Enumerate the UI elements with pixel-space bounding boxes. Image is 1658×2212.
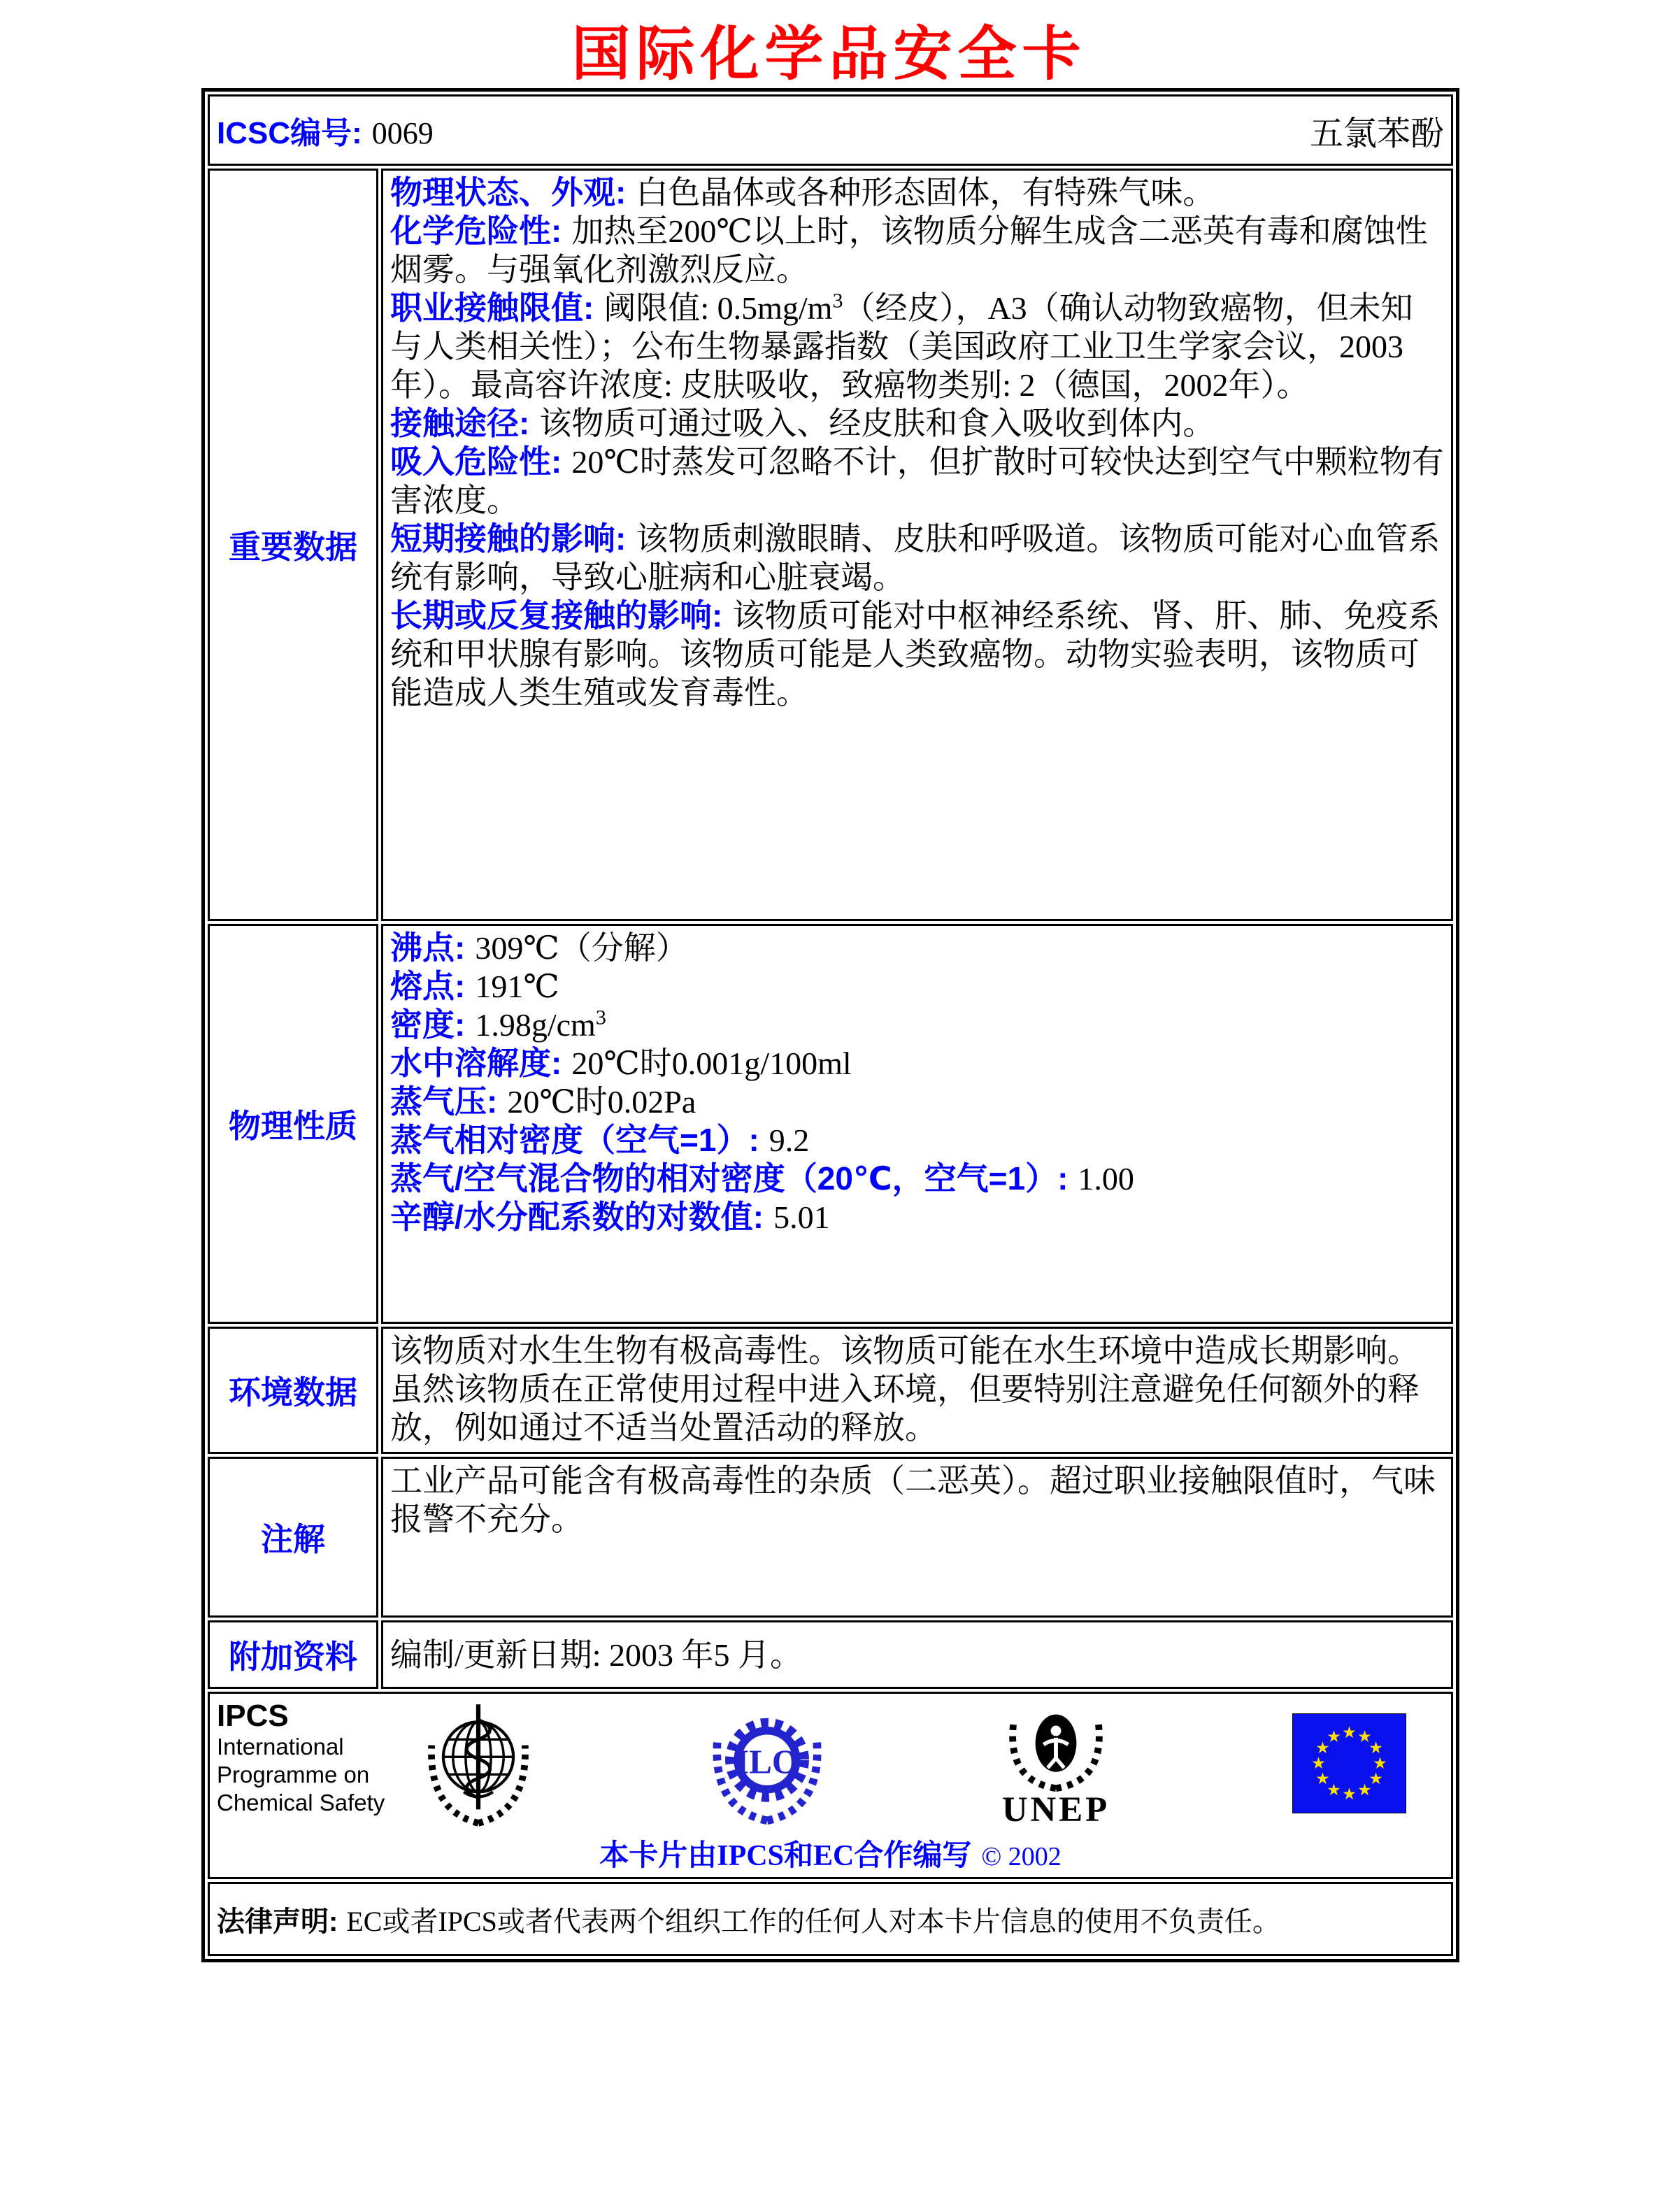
eu-flag-icon (1292, 1713, 1406, 1813)
notes-content: 工业产品可能含有极高毒性的杂质（二恶英）。超过职业接触限值时，气味报警不充分。 (381, 1457, 1453, 1618)
important-item: 化学危险性: 加热至200℃以上时，该物质分解生成含二恶英有毒和腐蚀性烟雾。与强氧化剂激烈反应。 (390, 213, 1428, 287)
important-item: 短期接触的影响: 该物质刺激眼睛、皮肤和呼吸道。该物质可能对心血管系统有影响，导致心脏病和心脏衰竭。 (390, 520, 1441, 595)
credit-line (210, 1832, 1451, 1874)
environmental-data-row (208, 1327, 1453, 1454)
notes-row (208, 1457, 1453, 1618)
physical-properties-content (381, 924, 1453, 1324)
header-row (208, 94, 1453, 166)
chemical-name: 五氯苯酚 (1309, 115, 1444, 152)
who-logo-icon (420, 1697, 537, 1831)
credit-text: 本卡片由IPCS和EC合作编写 (599, 1840, 972, 1872)
safety-card-table (201, 88, 1459, 1962)
legal-label: 法律声明: (217, 1906, 338, 1937)
icsc-number (217, 108, 434, 152)
important-item: 吸入危险性: 20℃时蒸发可忽略不计，但扩散时可较快达到空气中颗粒物有害浓度。 (390, 443, 1444, 518)
physical-item: 辛醇/水分配系数的对数值: 5.01 (390, 1199, 830, 1235)
important-item: 物理状态、外观: 白色晶体或各种形态固体，有特殊气味。 (390, 174, 1215, 211)
section-label-notes: 注解 (208, 1457, 378, 1618)
physical-item: 沸点: 309℃（分解） (390, 929, 688, 966)
section-label-additional: 附加资料 (208, 1620, 378, 1689)
ilo-logo-icon (701, 1699, 834, 1827)
physical-item: 水中溶解度: 20℃时0.001g/100ml (390, 1045, 852, 1081)
important-item: 长期或反复接触的影响: 该物质可能对中枢神经系统、肾、肝、肺、免疫系统和甲状腺有影响。该物质可能是人类致癌物。动物实验表明，该物质可能造成人类生殖或发育毒性。 (390, 597, 1441, 711)
additional-info-row (208, 1620, 1453, 1689)
page-title: 国际化学品安全卡 (571, 22, 1087, 87)
important-item: 接触途径: 该物质可通过吸入、经皮肤和食入吸收到体内。 (390, 405, 1215, 441)
legal-row (208, 1882, 1453, 1956)
ipcs-block: IPCS International Programme on Chemical Safety (217, 1699, 385, 1815)
footer-row (208, 1692, 1453, 1879)
physical-item: 蒸气/空气混合物的相对密度（20℃，空气=1）: 1.00 (390, 1160, 1134, 1197)
section-label-physical: 物理性质 (208, 924, 378, 1324)
footer-cell (208, 1692, 1453, 1879)
icsc-number-label: ICSC编号: (217, 116, 362, 150)
important-item: 职业接触限值: 阈限值: $0.5mg/m^3$（经皮），A3（确认动物致癌物，但未知与人类相关性）；公布生物暴露指数（美国政府工业卫生学家会议，2003年）。最高容许浓度: 皮肤吸收，致癌物类别: 2（德国，2002年）。 (390, 289, 1413, 403)
environmental-data-content: 该物质对水生生物有极高毒性。该物质可能在水生环境中造成长期影响。虽然该物质在正常使用过程中进入环境，但要特别注意避免任何额外的释放，例如通过不适当处置活动的释放。 (381, 1327, 1453, 1454)
section-label-important: 重要数据 (208, 169, 378, 921)
important-data-row (208, 169, 1453, 921)
icsc-number-value: 0069 (371, 116, 434, 150)
legal-text: EC或者IPCS或者代表两个组织工作的任何人对本卡片信息的使用不负责任。 (346, 1905, 1280, 1937)
additional-info-content: 编制/更新日期: 2003 年5 月。 (381, 1620, 1453, 1689)
svg-text:UNEP: UNEP (1001, 1790, 1110, 1828)
legal-notice (208, 1882, 1453, 1956)
physical-properties-row (208, 924, 1453, 1324)
physical-item: 熔点: 191℃ (390, 968, 559, 1004)
unep-logo-icon (973, 1698, 1138, 1828)
physical-item: 密度: $1.98g/cm^3$ (390, 1006, 606, 1043)
section-label-environment: 环境数据 (208, 1327, 378, 1454)
important-data-content (381, 169, 1453, 921)
physical-item: 蒸气相对密度（空气=1）: 9.2 (390, 1122, 810, 1158)
svg-text:ILO: ILO (735, 1742, 799, 1781)
physical-item: 蒸气压: 20℃时0.02Pa (390, 1083, 696, 1120)
ipcs-title: IPCS (217, 1699, 289, 1733)
header-cell (208, 94, 1453, 166)
copyright-text: © 2002 (981, 1842, 1062, 1871)
